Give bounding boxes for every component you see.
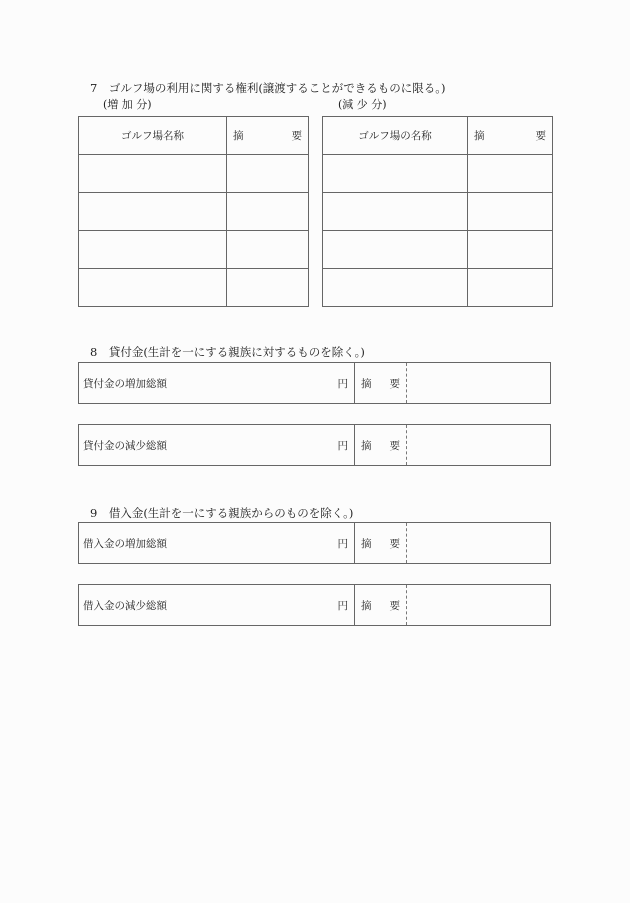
golf-name-cell[interactable] [79,193,227,231]
loan-decrease-summary-field[interactable] [407,425,550,465]
yen-unit: 円 [337,377,348,390]
table-header-row [79,117,309,155]
column-header-golf-name: ゴルフ場の名称 [323,117,468,155]
borrowing-increase-label: 借入金の増加総額 [83,537,167,550]
section8-heading: 8 貸付金(生計を一にする親族に対するものを除く。) [90,345,365,359]
table-header-row [323,117,553,155]
borrowing-increase-summary-field[interactable] [407,523,550,563]
golf-name-cell[interactable] [323,155,468,193]
borrowing-decrease-box [78,584,551,626]
section9-heading: 9 借入金(生計を一にする親族からのものを除く。) [90,506,354,520]
section7-heading: 7 ゴルフ場の利用に関する権利(譲渡することができるものに限る。) [90,81,446,95]
table-row [79,231,309,269]
loan-increase-label: 貸付金の増加総額 [83,377,167,390]
summary-cell[interactable] [468,231,553,269]
golf-name-cell[interactable] [323,231,468,269]
table-row [323,155,553,193]
golf-name-cell[interactable] [79,155,227,193]
loan-increase-box [78,362,551,404]
golf-name-cell[interactable] [79,231,227,269]
summary-cell[interactable] [468,193,553,231]
table-row [79,269,309,307]
loan-increase-summary-field[interactable] [407,363,550,403]
borrowing-decrease-label: 借入金の減少総額 [83,599,167,612]
yen-unit: 円 [337,599,348,612]
summary-cell[interactable] [227,193,309,231]
table-row [323,193,553,231]
summary-cell[interactable] [227,155,309,193]
decrease-label: (減 少 分) [338,98,387,111]
summary-cell[interactable] [227,231,309,269]
summary-label: 摘 要 [355,425,407,465]
increase-label: (増 加 分) [103,98,152,111]
table-row [323,269,553,307]
loan-decrease-box [78,424,551,466]
table-row [79,155,309,193]
yen-unit: 円 [337,537,348,550]
summary-cell[interactable] [468,155,553,193]
column-header-golf-name: ゴルフ場名称 [79,117,227,155]
loan-decrease-label: 貸付金の減少総額 [83,439,167,452]
table-row [79,193,309,231]
summary-label: 摘 要 [355,585,407,625]
summary-label: 摘 要 [355,523,407,563]
column-header-summary: 摘 要 [468,117,553,155]
golf-decrease-table [322,116,553,307]
yen-unit: 円 [337,439,348,452]
golf-name-cell[interactable] [79,269,227,307]
summary-cell[interactable] [468,269,553,307]
borrowing-decrease-summary-field[interactable] [407,585,550,625]
column-header-summary: 摘 要 [227,117,309,155]
summary-label: 摘 要 [355,363,407,403]
summary-cell[interactable] [227,269,309,307]
table-row [323,231,553,269]
golf-name-cell[interactable] [323,193,468,231]
borrowing-increase-box [78,522,551,564]
golf-name-cell[interactable] [323,269,468,307]
golf-increase-table [78,116,309,307]
